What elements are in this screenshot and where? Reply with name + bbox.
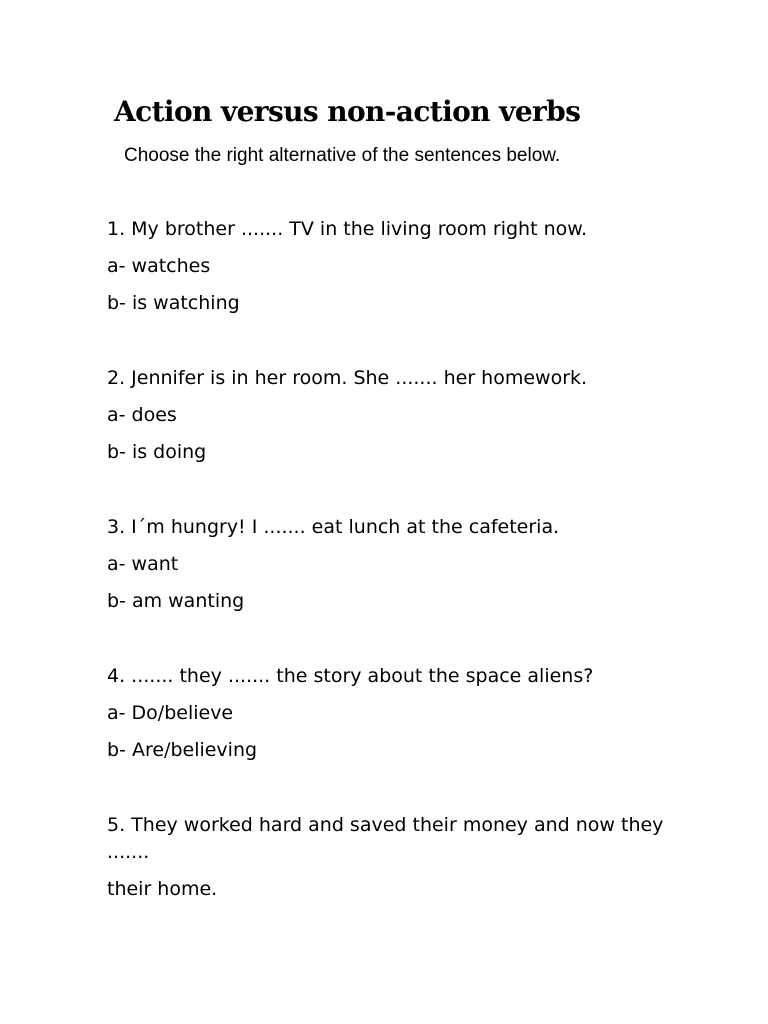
question-1-option-a: a- watches [107, 255, 211, 277]
question-3-text: 3. I´m hungry! I ....... eat lunch at the cafeteria. [107, 516, 560, 538]
question-3 [107, 514, 667, 625]
question-2-option-a: a- does [107, 404, 177, 426]
question-list [107, 216, 667, 951]
worksheet-instructions: Choose the right alternative of the sentences below. [124, 145, 561, 166]
worksheet-title: Action versus non-action verbs [114, 95, 581, 128]
question-4-text: 4. ....... they ....... the story about the space aliens? [107, 665, 594, 687]
question-5 [107, 812, 667, 913]
question-2 [107, 365, 667, 476]
question-2-text: 2. Jennifer is in her room. She ....... her homework. [107, 367, 588, 389]
question-3-option-a: a- want [107, 553, 179, 575]
question-5-text: 5. They worked hard and saved their money and now they ....... [107, 814, 664, 863]
question-2-option-b: b- is doing [107, 441, 207, 463]
question-4-option-a: a- Do/believe [107, 702, 234, 724]
question-1-option-b: b- is watching [107, 292, 240, 314]
question-3-option-b: b- am wanting [107, 590, 245, 612]
question-4 [107, 663, 667, 774]
question-5-continuation: their home. [107, 878, 218, 900]
question-1-text: 1. My brother ....... TV in the living room right now. [107, 218, 588, 240]
question-1 [107, 216, 667, 327]
question-4-option-b: b- Are/believing [107, 739, 258, 761]
